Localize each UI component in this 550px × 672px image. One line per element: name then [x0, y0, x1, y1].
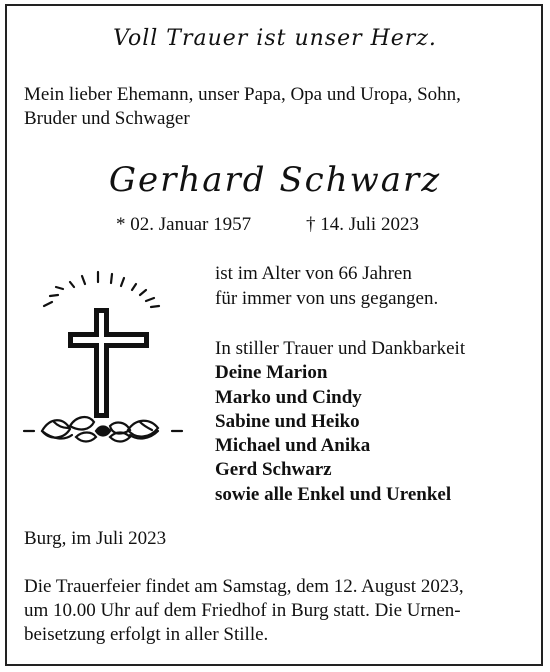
mourner-name: Deine Marion [215, 362, 328, 384]
cross-icon [68, 308, 149, 418]
passed-line-1: ist im Alter von 66 Jahren [215, 263, 412, 284]
mourner-name: Marko und Cindy [215, 386, 362, 408]
cross-illustration [20, 262, 196, 447]
funeral-info [24, 575, 529, 647]
death-date: † 14. Juli 2023 [306, 214, 419, 235]
passed-away-text [215, 261, 438, 311]
place-date: Burg, im Juli 2023 [24, 528, 167, 549]
radiant-rays-icon [44, 272, 159, 307]
funeral-line-3: beisetzung erfolgt in aller Stille. [24, 624, 269, 645]
mourners-intro: In stiller Trauer und Dankbarkeit [215, 338, 466, 359]
birth-date: * 02. Januar 1957 [116, 214, 252, 235]
deceased-name: Gerhard Schwarz [108, 160, 442, 200]
mourner-name: sowie alle Enkel und Urenkel [215, 483, 452, 505]
intro-text [24, 83, 529, 131]
mourner-name: Gerd Schwarz [215, 459, 332, 481]
passed-line-2: für immer von uns gegangen. [215, 288, 439, 309]
intro-line-1: Mein lieber Ehemann, unser Papa, Opa und Uropa, Sohn, [24, 84, 461, 105]
mourners-list [215, 337, 465, 507]
mourner-name: Sabine und Heiko [215, 410, 360, 432]
intro-line-2: Bruder und Schwager [24, 108, 190, 129]
leaf-ornament-icon [24, 417, 182, 441]
funeral-line-1: Die Trauerfeier findet am Samstag, dem 12. August 2023, [24, 576, 464, 597]
funeral-line-2: um 10.00 Uhr auf dem Friedhof in Burg statt. Die Urnen- [24, 600, 461, 621]
headline: Voll Trauer ist unser Herz. [113, 26, 437, 51]
mourner-name: Michael und Anika [215, 435, 371, 457]
